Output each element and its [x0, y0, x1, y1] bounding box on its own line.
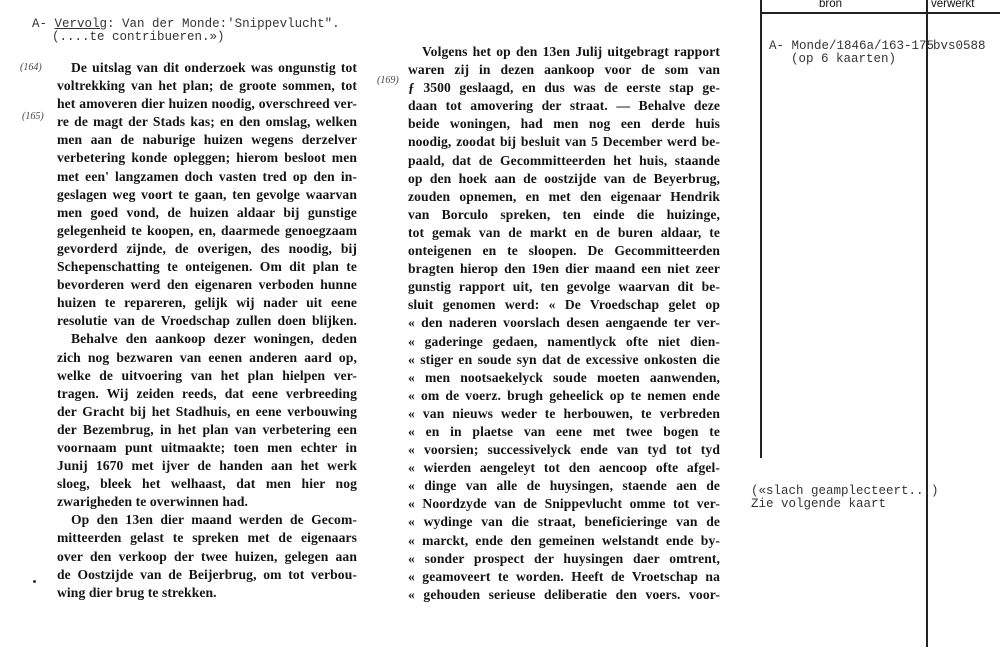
- card-title: : Van der Monde:'Snippevlucht".: [107, 17, 340, 31]
- text-line: over den verkoop der twee huizen, gelegen aan: [57, 548, 357, 564]
- text-line: wing dier brug te strekken.: [57, 584, 217, 600]
- text-line: « gehouden serieuse deliberatie den voers. voor-: [408, 586, 720, 602]
- text-line: van Borculo spreken, ten einde die huizinge,: [408, 206, 720, 222]
- text-line: ƒ 3500 geslaagd, en dus was de eerste stap ge-: [408, 80, 720, 96]
- text-line: « geamoveert te worden. Heeft de Vroetschap na: [408, 568, 720, 584]
- text-line: « men nootsaekelyck soude moeten aanwenden,: [408, 369, 720, 385]
- text-line: der Gracht bij het Stadhuis, en eene verbouwing: [57, 403, 357, 419]
- column-header-verwerkt: verwerkt: [931, 0, 975, 10]
- text-line: geslagen weg voort te gaan, ten gevolge waarvan: [57, 186, 357, 202]
- text-line: de Oostzijde van de Beijerbrug, om tot verbou-: [57, 566, 357, 582]
- text-line: gunstig rapport uit, ten gevolge waarvan dit be-: [408, 279, 720, 295]
- text-line: noodig, zoodat bij besluit van 5 December werd be-: [408, 134, 720, 150]
- text-line: Schepenschatting te onteigenen. Om dit plan te: [57, 259, 357, 275]
- text-line: « om de voerz. brugh geheelick op te nemen ende: [408, 387, 720, 403]
- text-line: mitteerden gelast te spreken met de eigenaars: [57, 530, 357, 546]
- text-line: « wierden aengeleyt tot den aencoop ofte afgel-: [408, 460, 720, 476]
- text-line: sloeg, bleek het welhaast, dat men hier nog: [57, 476, 357, 492]
- card-subtitle: (....te contribueren.»): [52, 30, 225, 44]
- text-line: bevorderen werd den eigenaren verboden hunne: [57, 277, 357, 293]
- text-line: sluit genomen werd: « De Vroedschap gelet op: [408, 297, 720, 313]
- text-line: « en in plaetse van eene met twee bogen te: [408, 423, 720, 439]
- text-line: « van nieuws weder te herbouwen, te verbreden: [408, 405, 720, 421]
- text-line: onteigenen en te sloopen. De Gecommitteerden: [408, 243, 720, 259]
- text-line: zwarigheden te overwinnen had.: [57, 494, 249, 510]
- text-line: gevorderd zijnde, de overigen, des noodig, bij: [57, 240, 357, 256]
- continuation-note-line-1: («slach geamplecteert...): [751, 484, 939, 498]
- text-line: De uitslag van dit onderzoek was ongunstig tot: [71, 60, 357, 75]
- right-text-column: [408, 43, 720, 604]
- margin-note-164: (164): [20, 62, 42, 73]
- text-line: « marckt, ende den gemeinen welstandt ende by-: [408, 532, 720, 548]
- text-line: verbetering konde opleggen; hierom besloot men: [57, 150, 357, 166]
- text-line: Junij 1670 met ijver de handen aan het werk: [57, 458, 357, 474]
- continuation-note: [751, 485, 939, 511]
- text-line: tot gemak van de markt en de buren aldaar, te: [408, 224, 720, 240]
- card-prefix: A-: [32, 17, 48, 31]
- text-line: waren zij in dezen aankoop voor de som van: [408, 62, 720, 78]
- text-line: het amoveren dier huizen noodig, overschreed ver-: [57, 96, 357, 112]
- text-line: men goed vond, de huizen aldaar bij gunstige: [57, 204, 357, 220]
- text-line: voornaam punt uitmaakte; toen men echter in: [57, 439, 357, 455]
- bron-reference-line-2: (op 6 kaarten): [791, 52, 897, 66]
- text-line: bragten hierop den 19en dier maand een niet zeer: [408, 261, 720, 277]
- continuation-note-line-2: Zie volgende kaart: [751, 497, 887, 511]
- text-line: men aan de naburige huizen wegens derzelver: [57, 132, 357, 148]
- text-line: « wydinge van die straat, beneficieringe van de: [408, 514, 720, 530]
- text-line: « stiger en soude syn dat de excessive onkosten die: [408, 351, 720, 367]
- text-line: voltrekking van het plan; de groote sommen, tot: [57, 78, 357, 94]
- stray-dot: [33, 580, 36, 583]
- text-line: huizen te repareren, gelijk wij nader uit eene: [57, 295, 357, 311]
- card-label: Vervolg: [54, 17, 108, 31]
- text-line: zich nog bezwaren van eenen anderen aard op,: [57, 349, 357, 365]
- text-line: Behalve den aankoop dezer woningen, deden: [71, 331, 357, 347]
- margin-note-169: (169): [377, 75, 399, 86]
- table-header-rule: [760, 12, 1000, 14]
- text-line: gelegenheid te koopen, en, daarmede genoegzaam: [57, 222, 357, 238]
- bron-reference-line-1: A- Monde/1846a/163-175: [769, 39, 935, 53]
- bron-reference: [769, 40, 934, 66]
- text-line: paald, dat de Gecommitteerden het huis, staande: [408, 152, 720, 168]
- text-line: « Noordzyde van de Snippevlucht omme tot ver-: [408, 496, 720, 512]
- left-text-column: [57, 59, 357, 602]
- text-line: « voorsien; successivelyck ende van tyd tot tyd: [408, 442, 720, 458]
- text-line: op den hoek aan de oostzijde van de Beyerbrug,: [408, 170, 720, 186]
- verwerkt-value: bvs0588: [933, 39, 986, 53]
- table-column-divider: [926, 0, 928, 647]
- text-line: Op den 13en dier maand werden de Gecom-: [71, 512, 357, 528]
- table-left-border: [760, 0, 762, 458]
- text-line: re de magt der Stads kas; en den omslag, welken: [57, 114, 357, 130]
- text-line: daan tot amovering der straat. — Behalve deze: [408, 98, 720, 114]
- text-line: welke de uitvoering van het plan hielpen ver-: [57, 367, 357, 383]
- column-header-bron: bron: [819, 0, 843, 10]
- card-header: [32, 18, 340, 44]
- text-line: « sonder prospect der huysingen daer omtrent,: [408, 550, 720, 566]
- text-line: beide woningen, had men nog een derde huis: [408, 116, 720, 132]
- text-line: tragen. Wij zeiden reeds, dat eene verbreeding: [57, 385, 357, 401]
- text-line: resolutie van de Vroedschap zullen doen blijken.: [57, 313, 357, 329]
- text-line: met een' langzamen doch vasten tred op den in-: [57, 168, 357, 184]
- margin-note-165: (165): [22, 111, 44, 122]
- text-line: Volgens het op den 13en Julij uitgebragt rapport: [422, 44, 720, 59]
- text-line: « dinge van alle de huysingen, staende aen de: [408, 478, 720, 494]
- text-line: « den naderen voorslach desen aengaende ter ver-: [408, 315, 720, 331]
- text-line: « gaderinge gedaen, namentlyck ofte niet dien-: [408, 333, 720, 349]
- text-line: zouden opnemen, en met den eigenaar Hendrik: [408, 188, 720, 204]
- text-line: der Bezembrug, in het plan van verbetering een: [57, 421, 357, 437]
